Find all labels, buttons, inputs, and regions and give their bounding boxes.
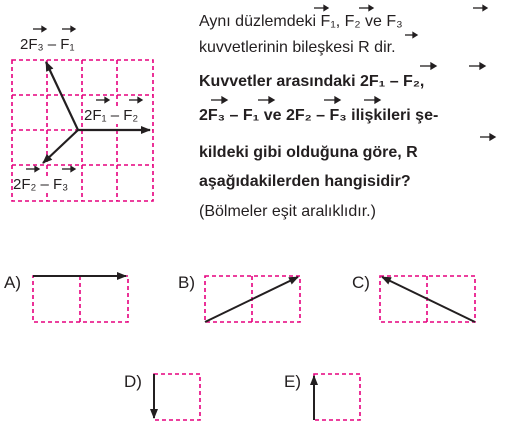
question-line-1: Aynı düzlemdeki F₁, F₂ ve F₃: [199, 13, 403, 30]
question-line-4: 2F₃ – F₁ ve 2F₂ – F₃ ilişkileri şe-: [199, 107, 439, 124]
label-2f3-minus-f1: 2F₃ – F₁: [20, 36, 75, 53]
option-c[interactable]: C): [352, 273, 370, 292]
option-d[interactable]: D): [124, 372, 142, 391]
label-2f2-minus-f3: 2F₂ – F₃: [13, 176, 69, 193]
option-b[interactable]: B): [178, 273, 195, 292]
option-e[interactable]: E): [284, 372, 301, 391]
question-line-7: (Bölmeler eşit aralıklıdır.): [199, 203, 376, 220]
question-line-5: kildeki gibi olduğuna göre, R: [199, 144, 418, 161]
question-line-2: kuvvetlerinin bileşkesi R dir.: [199, 39, 396, 56]
option-c-vector: [382, 277, 475, 322]
label-2f1-minus-f2: 2F₁ – F₂: [84, 107, 139, 124]
option-a[interactable]: A): [4, 273, 21, 292]
question-line-6: aşağıdakilerden hangisidir?: [199, 173, 411, 190]
question-line-3: Kuvvetler arasındaki 2F₁ – F₂,: [199, 73, 425, 90]
